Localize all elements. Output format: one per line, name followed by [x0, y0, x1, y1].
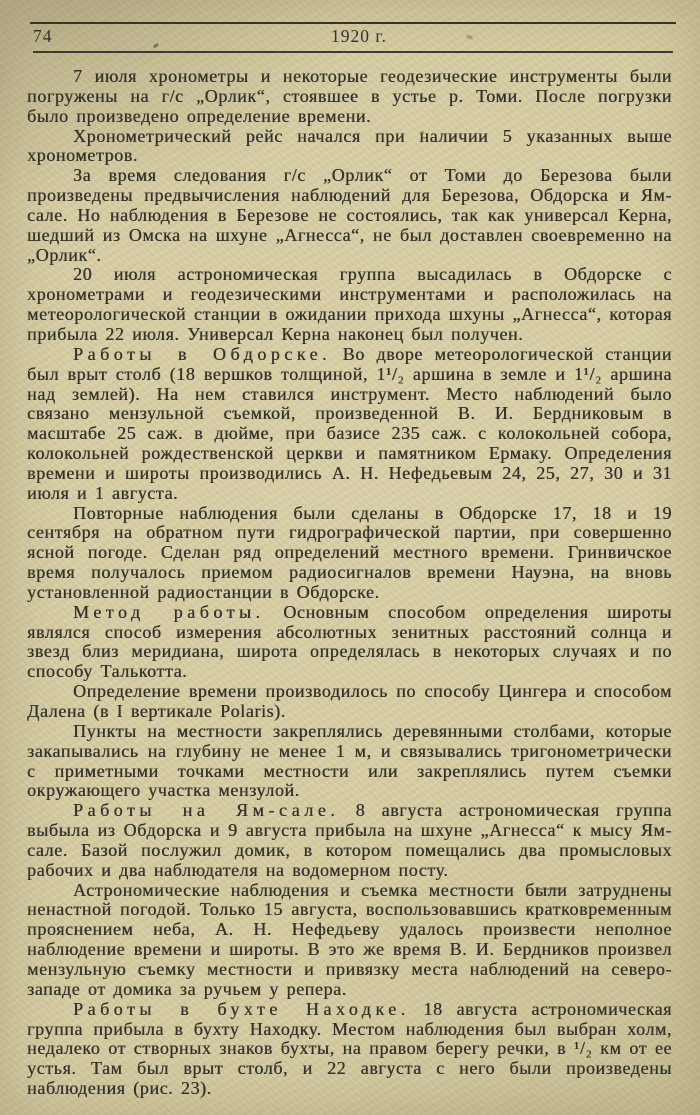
page-body-text — [27, 67, 672, 1099]
paragraph: Хронометрический рейс начался при наличии 5 указанных выше хронометров. — [27, 125, 672, 166]
paragraph: Работы в бухте Находке. 18 августа астрономическая группа прибыла в бухту Находку. Местом наблюдения был выбран холм, недалеко от створных знаков бухты, на правом берегу речки, в ¹/₂ км от ее устья. Там был врыт столб, и 22 августа с него были произведены наблюдения (рис. 23). — [27, 998, 672, 1099]
paragraph: За время следования г/с „Орлик“ от Томи до Березова были произведены предвычисления наблюдений для Березова, Обдорска и Ям-сале. Но наблюдения в Березове не состоялись, так как универсал Керна, шедший из Омска на шхуне „Агнесса“, не был доставлен своевременно на „Орлик“. — [27, 165, 672, 265]
ink-speck — [466, 34, 474, 40]
section-heading: Работы в бухте Находке. — [73, 998, 410, 1019]
ink-speck — [153, 43, 160, 49]
running-title: 1920 г. — [331, 26, 387, 46]
header-rule-top — [30, 22, 676, 24]
paragraph: Метод работы. Основным способом определения широты являлся способ измерения абсолютных зенитных расстояний солнца и звезд близ меридиана, широта определялась в некоторых случаях и по способу Талькотта. — [27, 601, 672, 682]
paragraph: Работы в Обдорске. Во дворе метеорологической станции был врыт столб (18 вершков толщиной, 1¹/₂ аршина в земле и 1¹/₂ аршина над землей). На нем ставился инструмент. Место наблюдений было связано мензульной съемкой, произведенной В. И. Бердниковым в масштабе 25 саж. в дюйме, при базисе 235 саж. с колокольней собора, колокольней рождественской церкви и памятником Ермаку. Определения времени и широты производились А. Н. Нефедьевым 24, 25, 27, 30 и 31 июля и 1 августа. — [27, 343, 672, 503]
header-rule-bottom — [33, 51, 673, 53]
paragraph: 20 июля астрономическая группа высадилась в Обдорске с хронометрами и геодезическими инструментами и расположилась на метеорологической станции в ожидании прихода шхуны „Агнесса“, которая прибыла 22 июля. Универсал Керна наконец был получен. — [27, 264, 672, 344]
paragraph: Астрономические наблюдения и съемка местности были затруднены ненастной погодой. Только 15 августа, воспользовавшись кратковременным прояснением неба, А. Н. Нефедьеву удалось произвести неполное наблюдение времени и широты. В это же время В. И. Бердников произвел мензульную съемку местности и привязку места наблюдений на северо-западе от домика за ручьем у репера. — [27, 879, 672, 999]
paragraph: Работы на Ям-сале. 8 августа астрономическая группа выбыла из Обдорска и 9 августа прибыла на шхуне „Агнесса“ к мысу Ям-сале. Базой послужил домик, в котором помещались два промысловых рабочих и два наблюдателя на водомерном посту. — [27, 800, 672, 880]
section-heading: Метод работы. — [73, 601, 265, 622]
page-number: 74 — [33, 26, 53, 46]
section-heading: Работы в Обдорске. — [73, 343, 331, 364]
paragraph: Определение времени производилось по способу Цингера и способом Далена (в I вертикале Polaris). — [27, 681, 672, 721]
section-heading: Работы на Ям-сале. — [73, 800, 340, 821]
paragraph: 7 июля хронометры и некоторые геодезические инструменты были погружены на г/с „Орлик“, стоявшее в устье р. Томи. После погрузки было произведено определение времени. — [27, 66, 672, 126]
paragraph: Повторные наблюдения были сделаны в Обдорске 17, 18 и 19 сентября на обратном пути гидрографической партии, при совершенно ясной погоде. Сделан ряд определений местного времени. Гринвичское время получалось приемом радиосигналов времени Науэна, на вновь установленной радиостанции в Обдорске. — [27, 502, 672, 602]
paragraph: Пункты на местности закреплялись деревянными столбами, которые закапывались на глубину не менее 1 м, и связывались тригонометрически с приметными точками местности или закреплялись путем съемки окружающего участка мензулой. — [27, 720, 672, 801]
